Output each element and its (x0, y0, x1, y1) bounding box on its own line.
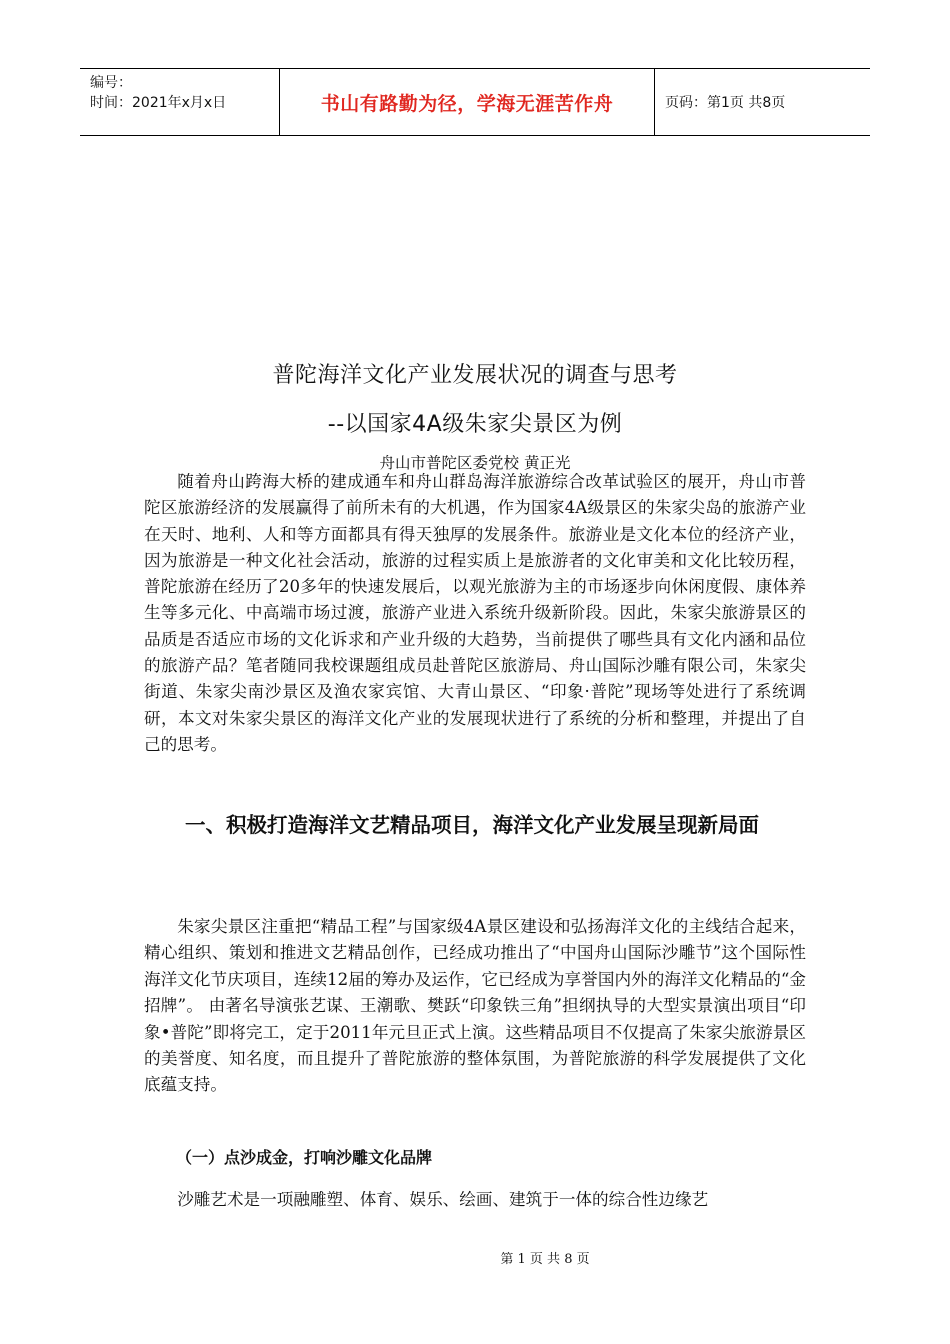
number-label: 编号： (90, 75, 132, 91)
subsection-1-paragraph: 沙雕艺术是一项融雕塑、体育、娱乐、绘画、建筑于一体的综合性边缘艺 (177, 1190, 709, 1209)
document-subtitle: --以国家4A级朱家尖景区为例 (327, 412, 623, 437)
date-label: 时间：2021年x月x日 (90, 95, 227, 111)
page-header (80, 68, 870, 136)
document-title: 普陀海洋文化产业发展状况的调查与思考 (272, 363, 678, 388)
document-author: 舟山市普陀区委党校 黄正光 (379, 454, 571, 472)
intro-paragraph: 随着舟山跨海大桥的建成通车和舟山群岛海洋旅游综合改革试验区的展开，舟山市普陀区旅游经济的发展赢得了前所未有的大机遇，作为国家4A级景区的朱家尖岛的旅游产业在天时、地利、人和等方面都具有得天独厚的发展条件。旅游业是文化本位的经济产业，因为旅游是一种文化社会活动，旅游的过程实质上是旅游者的文化审美和文化比较历程，普陀旅游在经历了20多年的快速发展后，以观光旅游为主的市场逐步向休闲度假、康体养生等多元化、中高端市场过渡，旅游产业进入系统升级新阶段。因此，朱家尖旅游景区的品质是否适应市场的文化诉求和产业升级的大趋势，当前提供了哪些具有文化内涵和品位的旅游产品？笔者随同我校课题组成员赴普陀区旅游局、舟山国际沙雕有限公司，朱家尖街道、朱家尖南沙景区及渔农家宾馆、大青山景区、“印象·普陀”现场等处进行了系统调研，本文对朱家尖景区的海洋文化产业的发展现状进行了系统的分析和整理，并提出了自己的思考。 (144, 472, 806, 754)
header-meta (80, 69, 280, 135)
page-footer: 第 1 页 共 8 页 (500, 1252, 590, 1267)
subsection-heading-1: （一）点沙成金，打响沙雕文化品牌 (176, 1148, 433, 1167)
header-motto: 书山有路勤为径，学海无涯苦作舟 (280, 69, 655, 135)
section-1-paragraph: 朱家尖景区注重把“精品工程”与国家级4A景区建设和弘扬海洋文化的主线结合起来，精心组织、策划和推进文艺精品创作，已经成功推出了“中国舟山国际沙雕节”这个国际性海洋文化节庆项目，连续12届的筹办及运作，它已经成为享誉国内外的海洋文化精品的“金招牌”。 由著名导演张艺谋、王潮歌、樊跃“印象铁三角”担纲执导的大型实景演出项目“印象•普陀”即将完工，定于2011年元旦正式上演。这些精品项目不仅提高了朱家尖旅游景区的美誉度、知名度，而且提升了普陀旅游的整体氛围，为普陀旅游的科学发展提供了文化底蕴支持。 (144, 917, 806, 1095)
header-page-info: 页码：第1页 共8页 (665, 95, 786, 111)
section-heading-1: 一、积极打造海洋文艺精品项目，海洋文化产业发展呈现新局面 (185, 813, 759, 837)
